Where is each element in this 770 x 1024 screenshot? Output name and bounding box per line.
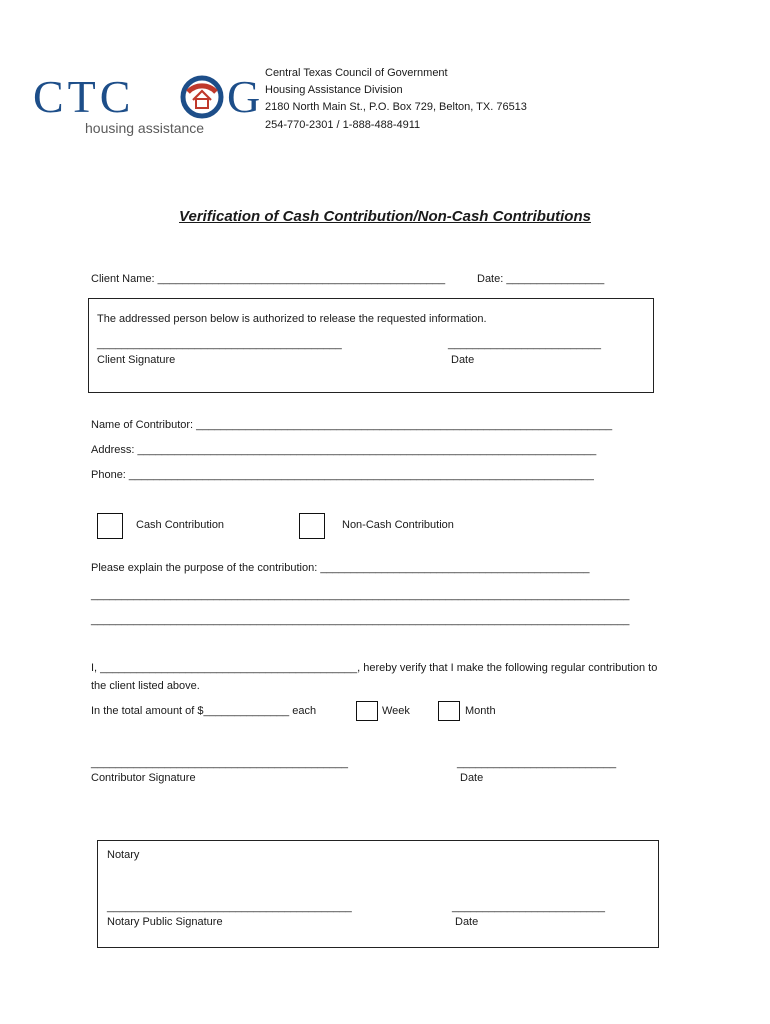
ctcog-logo: [33, 68, 265, 143]
contributor-signature-line[interactable]: __________________________________________: [91, 757, 348, 769]
org-name: Central Texas Council of Government: [265, 67, 448, 79]
notary-signature-label: Notary Public Signature: [107, 916, 223, 928]
notary-date-line[interactable]: _________________________: [452, 901, 605, 913]
client-name-field[interactable]: Client Name: _______________________________________________: [91, 273, 446, 285]
cash-contribution-label: Cash Contribution: [136, 519, 225, 531]
contributor-name-field[interactable]: Name of Contributor: ____________________________________________________________________: [91, 419, 613, 431]
month-label: Month: [465, 705, 496, 717]
logo-letter-g: G: [227, 71, 265, 122]
purpose-prompt[interactable]: Please explain the purpose of the contribution: ____________________________________________: [91, 562, 590, 574]
noncash-contribution-checkbox[interactable]: [299, 513, 325, 539]
client-date-field[interactable]: Date: ________________: [477, 273, 605, 285]
org-address: 2180 North Main St., P.O. Box 729, Belton, TX. 76513: [265, 101, 527, 113]
cash-contribution-checkbox[interactable]: [97, 513, 123, 539]
authorization-statement: The addressed person below is authorized to release the requested information.: [97, 313, 487, 325]
client-signature-line[interactable]: ________________________________________: [97, 338, 342, 350]
client-signature-label: Client Signature: [97, 354, 176, 366]
contributor-date-line[interactable]: __________________________: [457, 757, 617, 769]
contribution-amount-field[interactable]: In the total amount of $______________ each: [91, 705, 317, 717]
contributor-address-field[interactable]: Address: ___________________________________________________________________________: [91, 444, 597, 456]
logo-letters: CTC: [33, 71, 135, 122]
week-label: Week: [382, 705, 410, 717]
contributor-phone-field[interactable]: Phone: ____________________________________________________________________________: [91, 469, 594, 481]
notary-date-label: Date: [455, 916, 479, 928]
org-division: Housing Assistance Division: [265, 84, 403, 96]
logo-subtitle: housing assistance: [85, 120, 205, 136]
notary-heading: Notary: [107, 849, 140, 861]
notary-box: [97, 840, 659, 948]
purpose-line-2[interactable]: ________________________________________________________________________________________: [91, 589, 630, 601]
noncash-contribution-label: Non-Cash Contribution: [342, 519, 454, 531]
verification-statement-line2: the client listed above.: [91, 680, 200, 692]
purpose-line-3[interactable]: ________________________________________________________________________________________: [91, 614, 630, 626]
org-phone: 254-770-2301 / 1-888-488-4911: [265, 119, 421, 131]
week-checkbox[interactable]: [356, 701, 378, 721]
form-title: Verification of Cash Contribution/Non-Cash Contributions: [179, 208, 591, 225]
client-signature-date-line[interactable]: _________________________: [448, 338, 601, 350]
month-checkbox[interactable]: [438, 701, 460, 721]
house-circle-icon: [179, 74, 225, 120]
contributor-signature-label: Contributor Signature: [91, 772, 196, 784]
verification-statement-line1[interactable]: I, __________________________________________, hereby verify that I make the following regular contribution to: [91, 662, 658, 674]
notary-signature-line[interactable]: ________________________________________: [107, 901, 352, 913]
client-signature-date-label: Date: [451, 354, 475, 366]
contributor-date-label: Date: [460, 772, 484, 784]
